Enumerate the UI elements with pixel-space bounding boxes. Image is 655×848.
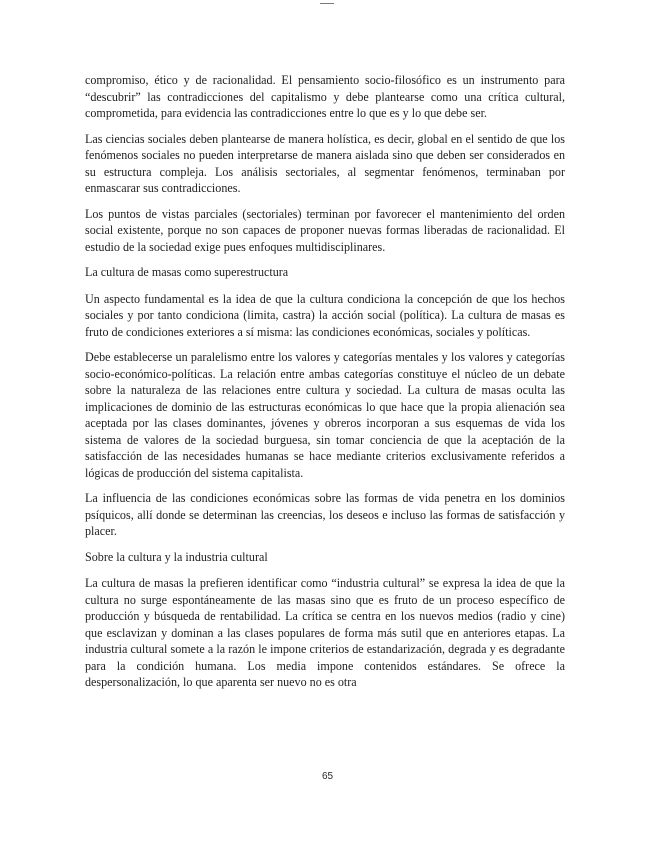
document-body [85,72,565,700]
section-heading-cultura-de-masas: La cultura de masas como superestructura [85,265,289,279]
paragraph-6: La influencia de las condiciones económicas sobre las formas de vida penetra en los dominios psíquicos, allí donde se determinan las creencias, los deseos e incluso las formas de satisfacción y placer. [85,491,565,538]
section-heading-industria-cultural: Sobre la cultura y la industria cultural [85,549,268,564]
page-number: 65 [321,771,334,782]
paragraph-2: Las ciencias sociales deben plantearse de manera holística, es decir, global en el sentido de que los fenómenos sociales no pueden interpretarse de manera aislada sino que deben ser considerados en su estructura compleja. Los análisis sectoriales, al segmentar fenómenos, terminaban por enmascarar sus contradicciones. [85,131,565,195]
paragraph-4: Un aspecto fundamental es la idea de que la cultura condiciona la concepción de que los hechos sociales y por tanto condiciona (limita, castra) la acción social (política). La cultura de masas es fruto de condiciones exteriores a sí misma: las condiciones económicas, sociales y políticas. [85,291,565,339]
header-rule [320,3,334,4]
paragraph-7: La cultura de masas la prefieren identificar como “industria cultural” se expresa la idea de que la cultura no surge espontáneamente de las masas sino que es fruto de un proceso específico de producción y búsqueda de rentabilidad. La crítica se centra en los nuevos medios (radio y cine) que esclavizan y dominan a las clases populares de forma más sutil que en anteriores etapas. La industria cultural somete a la razón le impone criterios de estandarización, degrada y es degradante para la condición humana. Los media impone contenidos estándares. Se ofrece la despersonalización, lo que aparenta ser nuevo no es otra [85,576,565,689]
paragraph-5: Debe establecerse un paralelismo entre los valores y categorías mentales y los valores y categorías socio-económico-políticas. La relación entre ambas categorías constituye el núcleo de un debate sobre la naturaleza de las relaciones entre cultura y sociedad. La cultura de masas oculta las implicaciones de dominio de las estructuras económicas lo que hace que la propia alienación sea aceptada por las clases dominantes, jóvenes y obreros incorporan a sus esquemas de vida los sistema de valores de la sociedad burguesa, sin tomar conciencia de que la aceptación de la satisfacción de las necesidades humanas se hace mediante criterios exclusivamente referidos a lógicas de producción del sistema capitalista. [85,350,565,480]
paragraph-3: Los puntos de vistas parciales (sectoriales) terminan por favorecer el mantenimiento del orden social existente, porque no son capaces de proponer nuevas formas liberadas de racionalidad. El estudio de la sociedad exige pues enfoques multidisciplinares. [85,206,565,254]
paragraph-1: compromiso, ético y de racionalidad. El pensamiento socio-filosófico es un instrumento para “descubrir” las contradicciones del capitalismo y debe plantearse como una crítica cultural, comprometida, para evidencia las contradicciones entre lo que es y lo que debe ser. [85,73,565,120]
